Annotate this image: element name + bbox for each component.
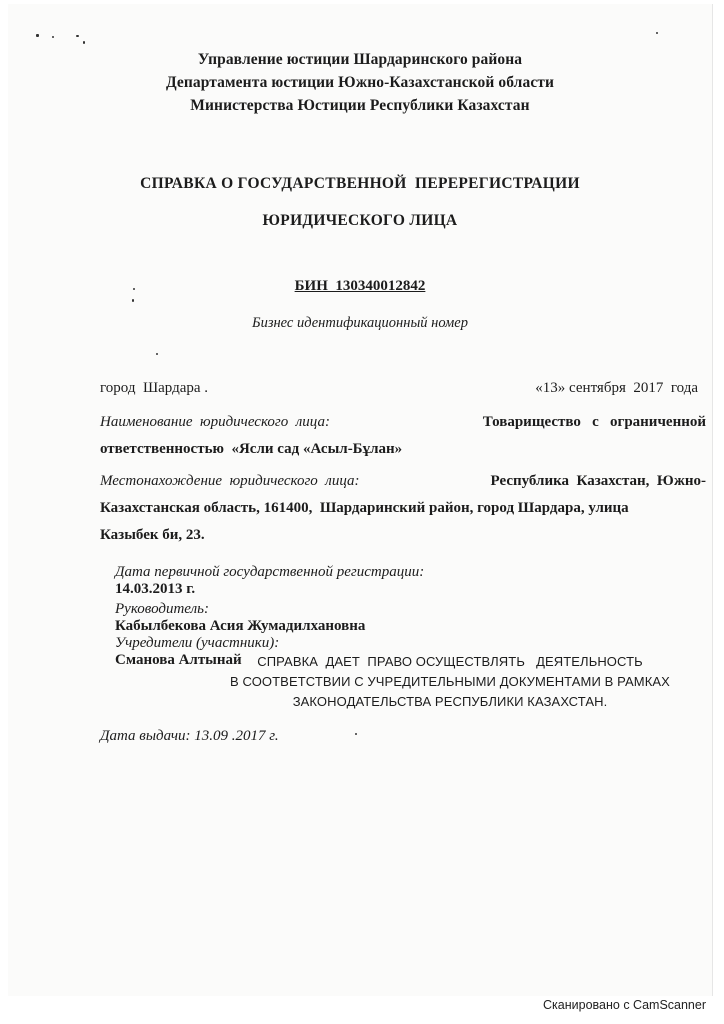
director-value: Кабылбекова Асия Жумадилхановна [115, 618, 366, 634]
notice-line-1: СПРАВКА ДАЕТ ПРАВО ОСУЩЕСТВЛЯТЬ ДЕЯТЕЛЬНОСТЬ [257, 654, 643, 669]
scan-speck [355, 733, 357, 735]
founders-label: Учредители (участники): [115, 635, 280, 651]
issue-place-date: «13» сентября 2017 года [535, 380, 698, 396]
bin-caption: Бизнес идентификационный номер [252, 315, 468, 331]
entity-name-block [100, 409, 706, 463]
document-title-line-2: ЮРИДИЧЕСКОГО ЛИЦА [262, 212, 458, 229]
issuing-authority-line-2: Департамента юстиции Южно-Казахстанской области [165, 74, 555, 91]
document-page [8, 4, 713, 996]
issuing-authority-line-3: Министерства Юстиции Республики Казахстан [190, 97, 530, 114]
scan-speck [36, 34, 39, 37]
scan-speck [156, 353, 158, 355]
location-value-3: Казыбек би, 23. [100, 527, 205, 543]
entity-name-label: Наименование юридического лица: [100, 414, 330, 430]
location-value-2: Казахстанская область, 161400, Шардаринский район, город Шардара, улица [100, 500, 629, 516]
scan-speck [52, 36, 54, 38]
location-value-1: Республика Казахстан, Южно- [490, 473, 706, 489]
entity-location-block [100, 468, 706, 549]
issue-city: город Шардара . [100, 380, 209, 396]
founders-value: Сманова Алтынай [115, 652, 242, 668]
scan-speck [83, 41, 85, 44]
entity-name-value-1: Товарищество с ограниченной [482, 414, 706, 430]
issuing-authority-line-1: Управление юстиции Шардаринского района [197, 51, 523, 68]
scan-speck [76, 35, 79, 37]
location-label: Местонахождение юридического лица: [100, 473, 360, 489]
entity-name-value-2: ответственностью «Ясли сад «Асыл-Бұлан» [100, 441, 403, 457]
notice-line-2: В СООТВЕТСТВИИ С УЧРЕДИТЕЛЬНЫМИ ДОКУМЕНТАМИ В РАМКАХ [230, 674, 670, 689]
camscanner-watermark: Сканировано с CamScanner [543, 998, 706, 1012]
registration-date-label: Дата первичной государственной регистрации: [115, 564, 425, 580]
issue-date: Дата выдачи: 13.09 .2017 г. [100, 728, 279, 744]
notice-line-3: ЗАКОНОДАТЕЛЬСТВА РЕСПУБЛИКИ КАЗАХСТАН. [292, 694, 608, 709]
scan-speck [656, 32, 658, 34]
bin-number: БИН 130340012842 [294, 278, 426, 294]
registration-date-value: 14.03.2013 г. [115, 581, 196, 597]
scan-speck [132, 299, 134, 302]
document-title-line-1: СПРАВКА О ГОСУДАРСТВЕННОЙ ПЕРЕРЕГИСТРАЦИИ [140, 175, 580, 192]
director-label: Руководитель: [115, 601, 209, 617]
